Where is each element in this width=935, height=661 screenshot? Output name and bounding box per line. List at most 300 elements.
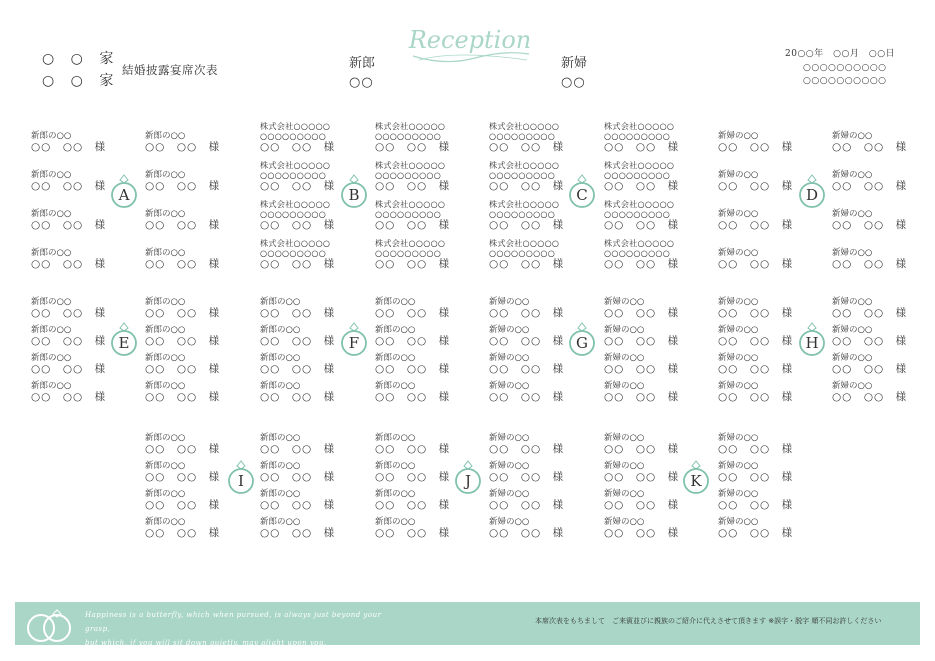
guest-company: 株式会社○○○○○ (260, 199, 331, 209)
guest-relation: 新婦の○○ (718, 461, 759, 471)
venue-line-2: ○○○○○○○○○○ (803, 76, 887, 86)
guest-name: ○○ ○○ 様 (604, 180, 680, 192)
guest-company: 株式会社○○○○○ (604, 121, 675, 131)
guest-entry (489, 297, 599, 319)
guest-relation: 新婦の○○ (718, 170, 759, 180)
guest-entry (604, 433, 714, 455)
guest-relation: 新婦の○○ (604, 433, 645, 443)
guest-name: ○○ ○○ 様 (489, 258, 565, 270)
guest-relation: 新婦の○○ (604, 353, 645, 363)
guest-entry (832, 325, 935, 347)
guest-entry (260, 461, 370, 483)
guest-entry (260, 297, 370, 319)
bride-label: 新婦 (561, 56, 588, 71)
table-marker (568, 172, 596, 212)
guest-entry (375, 381, 485, 403)
guest-name: ○○ ○○ 様 (718, 335, 794, 347)
guest-name: ○○ ○○ 様 (145, 527, 221, 539)
guest-relation: 新婦の○○ (489, 353, 530, 363)
guest-name: ○○ ○○ 様 (260, 499, 336, 511)
table-letter: C (576, 186, 588, 204)
guest-name: ○○ ○○ 様 (145, 391, 221, 403)
venue-line-1: ○○○○○○○○○○ (803, 62, 887, 73)
reception-logo (405, 20, 535, 70)
guest-relation: 新郎の○○ (31, 353, 72, 363)
guest-relation: 新婦の○○ (832, 209, 873, 219)
guest-entry (832, 170, 935, 192)
guest-relation: 新郎の○○ (145, 325, 186, 335)
guest-company-detail: ○○○○○○○○○ (604, 209, 671, 219)
guest-entry (31, 381, 141, 403)
guest-name: ○○ ○○ 様 (718, 527, 794, 539)
table-marker (110, 320, 138, 360)
guest-entry (31, 209, 141, 231)
guest-entry (604, 238, 714, 270)
guest-name: ○○ ○○ 様 (260, 219, 336, 231)
guest-name: ○○ ○○ 様 (31, 307, 107, 319)
guest-relation: 新郎の○○ (145, 131, 186, 141)
guest-company-detail: ○○○○○○○○○ (260, 209, 327, 219)
guest-relation: 新婦の○○ (489, 381, 530, 391)
guest-name: ○○ ○○ 様 (718, 307, 794, 319)
guest-entry (31, 297, 141, 319)
guest-relation: 新郎の○○ (145, 381, 186, 391)
guest-name: ○○ ○○ 様 (260, 307, 336, 319)
table-letter: K (690, 472, 702, 490)
guest-relation: 新婦の○○ (832, 248, 873, 258)
guest-entry (604, 517, 714, 539)
table-marker (682, 458, 710, 498)
table-marker (227, 458, 255, 498)
guest-relation: 新婦の○○ (604, 517, 645, 527)
guest-entry (145, 381, 255, 403)
guest-entry (489, 433, 599, 455)
guest-entry (31, 248, 141, 270)
guest-name: ○○ ○○ 様 (604, 258, 680, 270)
guest-name: ○○ ○○ 様 (145, 443, 221, 455)
guest-name: ○○ ○○ 様 (375, 527, 451, 539)
guest-name: ○○ ○○ 様 (375, 443, 451, 455)
guest-relation: 新婦の○○ (604, 297, 645, 307)
guest-entry (604, 353, 714, 375)
guest-relation: 新郎の○○ (31, 297, 72, 307)
guest-name: ○○ ○○ 様 (718, 219, 794, 231)
guest-name: ○○ ○○ 様 (145, 141, 221, 153)
table-marker (798, 172, 826, 212)
groom-family: ○ ○ 家 (42, 51, 120, 67)
guest-name: ○○ ○○ 様 (718, 443, 794, 455)
guest-company-detail: ○○○○○○○○○ (489, 170, 556, 180)
guest-name: ○○ ○○ 様 (489, 335, 565, 347)
guest-name: ○○ ○○ 様 (489, 363, 565, 375)
guest-entry (375, 325, 485, 347)
guest-name: ○○ ○○ 様 (375, 141, 451, 153)
guest-name: ○○ ○○ 様 (260, 471, 336, 483)
guest-company: 株式会社○○○○○ (375, 238, 446, 248)
wedding-date: 20○○年 ○○月 ○○日 (785, 49, 896, 59)
guest-name: ○○ ○○ 様 (604, 335, 680, 347)
footer-quote (85, 608, 385, 650)
guest-relation: 新郎の○○ (375, 353, 416, 363)
guest-relation: 新婦の○○ (604, 489, 645, 499)
guest-name: ○○ ○○ 様 (604, 443, 680, 455)
table-letter: I (238, 472, 244, 490)
guest-entry (489, 238, 599, 270)
guest-name: ○○ ○○ 様 (145, 363, 221, 375)
guest-relation: 新郎の○○ (31, 131, 72, 141)
guest-name: ○○ ○○ 様 (260, 335, 336, 347)
guest-company: 株式会社○○○○○ (375, 121, 446, 131)
guest-name: ○○ ○○ 様 (145, 180, 221, 192)
guest-entry (145, 433, 255, 455)
guest-company: 株式会社○○○○○ (489, 160, 560, 170)
guest-company: 株式会社○○○○○ (604, 160, 675, 170)
table-marker (340, 320, 368, 360)
guest-name: ○○ ○○ 様 (489, 471, 565, 483)
guest-relation: 新郎の○○ (260, 461, 301, 471)
guest-name: ○○ ○○ 様 (489, 527, 565, 539)
table-letter: A (118, 186, 130, 204)
guest-company-detail: ○○○○○○○○○ (489, 248, 556, 258)
date-venue (785, 48, 895, 89)
guest-entry (718, 489, 828, 511)
guest-relation: 新婦の○○ (832, 170, 873, 180)
guest-company-detail: ○○○○○○○○○ (375, 248, 442, 258)
guest-relation: 新婦の○○ (604, 381, 645, 391)
guest-entry (718, 131, 828, 153)
guest-entry (260, 517, 370, 539)
guest-relation: 新婦の○○ (718, 209, 759, 219)
guest-relation: 新郎の○○ (260, 433, 301, 443)
guest-relation: 新婦の○○ (832, 381, 873, 391)
guest-name: ○○ ○○ 様 (604, 499, 680, 511)
table-marker (110, 172, 138, 212)
guest-name: ○○ ○○ 様 (145, 258, 221, 270)
guest-entry (145, 297, 255, 319)
guest-entry (489, 461, 599, 483)
guest-entry (832, 209, 935, 231)
guest-relation: 新婦の○○ (489, 489, 530, 499)
guest-relation: 新婦の○○ (832, 325, 873, 335)
guest-company-detail: ○○○○○○○○○ (260, 248, 327, 258)
guest-company: 株式会社○○○○○ (604, 238, 675, 248)
guest-entry (832, 297, 935, 319)
bride-name: ○○ (561, 75, 586, 90)
guest-name: ○○ ○○ 様 (375, 258, 451, 270)
guest-entry (375, 160, 485, 192)
guest-company: 株式会社○○○○○ (604, 199, 675, 209)
guest-name: ○○ ○○ 様 (832, 141, 908, 153)
guest-entry (145, 209, 255, 231)
guest-relation: 新婦の○○ (489, 297, 530, 307)
guest-entry (489, 517, 599, 539)
guest-entry (604, 381, 714, 403)
guest-name: ○○ ○○ 様 (260, 258, 336, 270)
guest-entry (31, 131, 141, 153)
guest-relation: 新婦の○○ (718, 517, 759, 527)
guest-entry (604, 199, 714, 231)
guest-relation: 新郎の○○ (375, 325, 416, 335)
guest-relation: 新郎の○○ (145, 248, 186, 258)
guest-name: ○○ ○○ 様 (31, 219, 107, 231)
guest-name: ○○ ○○ 様 (489, 180, 565, 192)
guest-name: ○○ ○○ 様 (31, 258, 107, 270)
guest-entry (145, 325, 255, 347)
table-marker (454, 458, 482, 498)
guest-name: ○○ ○○ 様 (375, 363, 451, 375)
guest-relation: 新婦の○○ (489, 325, 530, 335)
guest-relation: 新郎の○○ (31, 325, 72, 335)
guest-name: ○○ ○○ 様 (489, 219, 565, 231)
groom-name: ○○ (349, 75, 374, 90)
guest-entry (604, 160, 714, 192)
guest-name: ○○ ○○ 様 (31, 363, 107, 375)
guest-name: ○○ ○○ 様 (489, 391, 565, 403)
quote-line-1: Happiness is a butterfly, which when pursued, is always just beyond your grasp, (85, 611, 382, 633)
guest-relation: 新婦の○○ (718, 433, 759, 443)
guest-name: ○○ ○○ 様 (832, 335, 908, 347)
guest-name: ○○ ○○ 様 (604, 391, 680, 403)
guest-entry (832, 353, 935, 375)
guest-relation: 新婦の○○ (832, 297, 873, 307)
guest-name: ○○ ○○ 様 (832, 258, 908, 270)
guest-name: ○○ ○○ 様 (375, 391, 451, 403)
guest-company: 株式会社○○○○○ (260, 121, 331, 131)
guest-name: ○○ ○○ 様 (375, 471, 451, 483)
guest-company-detail: ○○○○○○○○○ (375, 131, 442, 141)
quote-line-2: but which, if you will sit down quietly, may alight upon you. (85, 639, 327, 647)
guest-relation: 新郎の○○ (31, 248, 72, 258)
guest-entry (718, 433, 828, 455)
guest-company-detail: ○○○○○○○○○ (604, 248, 671, 258)
guest-relation: 新婦の○○ (718, 489, 759, 499)
guest-name: ○○ ○○ 様 (832, 180, 908, 192)
guest-company-detail: ○○○○○○○○○ (489, 209, 556, 219)
guest-name: ○○ ○○ 様 (604, 219, 680, 231)
guest-name: ○○ ○○ 様 (31, 141, 107, 153)
guest-relation: 新郎の○○ (375, 433, 416, 443)
guest-relation: 新郎の○○ (145, 517, 186, 527)
guest-relation: 新郎の○○ (375, 517, 416, 527)
guest-name: ○○ ○○ 様 (145, 471, 221, 483)
guest-name: ○○ ○○ 様 (832, 391, 908, 403)
guest-relation: 新郎の○○ (31, 170, 72, 180)
guest-entry (718, 248, 828, 270)
guest-entry (260, 433, 370, 455)
guest-name: ○○ ○○ 様 (31, 391, 107, 403)
table-letter: B (348, 186, 360, 204)
guest-company: 株式会社○○○○○ (375, 199, 446, 209)
guest-company-detail: ○○○○○○○○○ (375, 170, 442, 180)
rings-icon (21, 606, 81, 644)
guest-company-detail: ○○○○○○○○○ (260, 131, 327, 141)
guest-relation: 新婦の○○ (489, 517, 530, 527)
table-marker (798, 320, 826, 360)
family-names (42, 48, 119, 92)
guest-name: ○○ ○○ 様 (489, 307, 565, 319)
guest-name: ○○ ○○ 様 (718, 258, 794, 270)
guest-entry (832, 248, 935, 270)
guest-entry (489, 381, 599, 403)
guest-entry (489, 489, 599, 511)
guest-entry (260, 238, 370, 270)
guest-entry (375, 121, 485, 153)
guest-name: ○○ ○○ 様 (260, 443, 336, 455)
guest-company-detail: ○○○○○○○○○ (489, 131, 556, 141)
guest-relation: 新郎の○○ (375, 381, 416, 391)
guest-entry (832, 381, 935, 403)
guest-entry (145, 517, 255, 539)
guest-company-detail: ○○○○○○○○○ (375, 209, 442, 219)
guest-relation: 新婦の○○ (604, 461, 645, 471)
document-title: 結婚披露宴席次表 (122, 63, 218, 77)
groom-label: 新郎 (349, 56, 376, 71)
table-letter: G (576, 334, 588, 352)
guest-name: ○○ ○○ 様 (832, 307, 908, 319)
guest-entry (375, 297, 485, 319)
guest-relation: 新郎の○○ (260, 297, 301, 307)
guest-name: ○○ ○○ 様 (145, 219, 221, 231)
guest-company-detail: ○○○○○○○○○ (260, 170, 327, 180)
guest-name: ○○ ○○ 様 (260, 180, 336, 192)
guest-name: ○○ ○○ 様 (718, 499, 794, 511)
guest-relation: 新郎の○○ (375, 489, 416, 499)
guest-relation: 新郎の○○ (145, 209, 186, 219)
guest-name: ○○ ○○ 様 (718, 471, 794, 483)
guest-name: ○○ ○○ 様 (31, 335, 107, 347)
guest-name: ○○ ○○ 様 (375, 335, 451, 347)
guest-entry (718, 209, 828, 231)
guest-name: ○○ ○○ 様 (489, 499, 565, 511)
guest-name: ○○ ○○ 様 (489, 141, 565, 153)
footer-banner (15, 602, 920, 645)
guest-entry (260, 489, 370, 511)
guest-relation: 新婦の○○ (489, 433, 530, 443)
guest-relation: 新郎の○○ (260, 381, 301, 391)
guest-name: ○○ ○○ 様 (489, 443, 565, 455)
guest-name: ○○ ○○ 様 (260, 391, 336, 403)
guest-relation: 新婦の○○ (718, 131, 759, 141)
guest-entry (718, 461, 828, 483)
guest-entry (718, 297, 828, 319)
guest-name: ○○ ○○ 様 (832, 363, 908, 375)
guest-relation: 新婦の○○ (718, 297, 759, 307)
table-letter: E (118, 334, 130, 352)
bride-family: ○ ○ 家 (42, 73, 120, 89)
guest-entry (375, 238, 485, 270)
table-letter: H (805, 334, 819, 352)
guest-name: ○○ ○○ 様 (260, 363, 336, 375)
guest-name: ○○ ○○ 様 (718, 180, 794, 192)
guest-entry (604, 121, 714, 153)
guest-name: ○○ ○○ 様 (375, 180, 451, 192)
guest-name: ○○ ○○ 様 (375, 307, 451, 319)
guest-relation: 新郎の○○ (260, 489, 301, 499)
guest-relation: 新郎の○○ (145, 170, 186, 180)
table-letter: J (464, 472, 471, 490)
guest-name: ○○ ○○ 様 (604, 527, 680, 539)
table-letter: D (805, 186, 819, 204)
guest-relation: 新郎の○○ (145, 489, 186, 499)
guest-company: 株式会社○○○○○ (489, 238, 560, 248)
guest-relation: 新郎の○○ (145, 461, 186, 471)
guest-relation: 新郎の○○ (375, 297, 416, 307)
guest-relation: 新郎の○○ (31, 209, 72, 219)
guest-name: ○○ ○○ 様 (604, 307, 680, 319)
guest-relation: 新郎の○○ (375, 461, 416, 471)
guest-entry (604, 325, 714, 347)
guest-entry (832, 131, 935, 153)
guest-relation: 新婦の○○ (718, 248, 759, 258)
guest-entry (375, 517, 485, 539)
guest-name: ○○ ○○ 様 (375, 219, 451, 231)
guest-relation: 新郎の○○ (31, 381, 72, 391)
table-marker (568, 320, 596, 360)
guest-relation: 新婦の○○ (489, 461, 530, 471)
table-letter: F (348, 334, 360, 352)
guest-entry (145, 248, 255, 270)
guest-company: 株式会社○○○○○ (489, 121, 560, 131)
guest-relation: 新婦の○○ (832, 353, 873, 363)
guest-company-detail: ○○○○○○○○○ (604, 131, 671, 141)
guest-entry (718, 517, 828, 539)
guest-relation: 新郎の○○ (145, 353, 186, 363)
guest-relation: 新婦の○○ (604, 325, 645, 335)
guest-name: ○○ ○○ 様 (145, 499, 221, 511)
guest-name: ○○ ○○ 様 (260, 141, 336, 153)
guest-relation: 新婦の○○ (718, 381, 759, 391)
guest-relation: 新郎の○○ (145, 433, 186, 443)
guest-name: ○○ ○○ 様 (604, 471, 680, 483)
guest-relation: 新婦の○○ (718, 325, 759, 335)
table-marker (340, 172, 368, 212)
guest-company: 株式会社○○○○○ (260, 160, 331, 170)
guest-company-detail: ○○○○○○○○○ (604, 170, 671, 180)
guest-relation: 新郎の○○ (260, 517, 301, 527)
guest-name: ○○ ○○ 様 (604, 141, 680, 153)
guest-entry (718, 381, 828, 403)
guest-name: ○○ ○○ 様 (31, 180, 107, 192)
guest-entry (145, 131, 255, 153)
guest-relation: 新婦の○○ (718, 353, 759, 363)
guest-name: ○○ ○○ 様 (145, 335, 221, 347)
guest-entry (375, 353, 485, 375)
guest-entry (604, 297, 714, 319)
guest-name: ○○ ○○ 様 (832, 219, 908, 231)
guest-entry (375, 433, 485, 455)
guest-relation: 新郎の○○ (260, 353, 301, 363)
guest-name: ○○ ○○ 様 (604, 363, 680, 375)
guest-company: 株式会社○○○○○ (375, 160, 446, 170)
guest-name: ○○ ○○ 様 (375, 499, 451, 511)
guest-entry (260, 381, 370, 403)
guest-company: 株式会社○○○○○ (489, 199, 560, 209)
guest-relation: 新郎の○○ (145, 297, 186, 307)
guest-entry (145, 170, 255, 192)
guest-name: ○○ ○○ 様 (718, 141, 794, 153)
guest-name: ○○ ○○ 様 (718, 363, 794, 375)
guest-name: ○○ ○○ 様 (260, 527, 336, 539)
guest-relation: 新婦の○○ (832, 131, 873, 141)
logo-text: Reception (408, 26, 532, 54)
guest-entry (489, 121, 599, 153)
guest-entry (375, 199, 485, 231)
guest-company: 株式会社○○○○○ (260, 238, 331, 248)
guest-name: ○○ ○○ 様 (145, 307, 221, 319)
guest-entry (145, 353, 255, 375)
guest-name: ○○ ○○ 様 (718, 391, 794, 403)
guest-entry (260, 121, 370, 153)
